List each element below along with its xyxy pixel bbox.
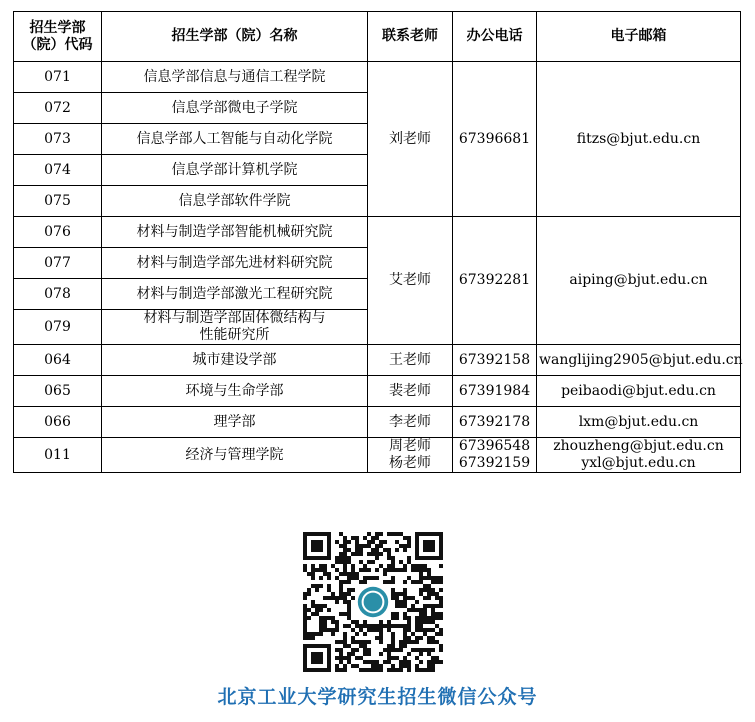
- cell-name: 经济与管理学院: [102, 438, 368, 473]
- cell-name: 信息学部软件学院: [102, 186, 368, 217]
- cell-code: 065: [14, 376, 102, 407]
- cell-teacher: 李老师: [368, 407, 453, 438]
- table-header-row: [14, 12, 741, 62]
- table-row: [14, 345, 741, 376]
- qr-code-icon: [303, 532, 443, 672]
- header-code: [14, 12, 102, 62]
- cell-code: 075: [14, 186, 102, 217]
- header-name: 招生学部（院）名称: [102, 12, 368, 62]
- qr-code: [303, 532, 443, 672]
- cell-email: wanglijing2905@bjut.edu.cn: [537, 345, 741, 376]
- cell-name: 材料与制造学部先进材料研究院: [102, 248, 368, 279]
- cell-name: 城市建设学部: [102, 345, 368, 376]
- cell-phone: 67391984: [453, 376, 537, 407]
- cell-email: peibaodi@bjut.edu.cn: [537, 376, 741, 407]
- cell-name: 理学部: [102, 407, 368, 438]
- cell-phone: 67392158: [453, 345, 537, 376]
- header-code-line1: 招生学部: [29, 19, 86, 36]
- cell-teacher: 艾老师: [368, 217, 453, 345]
- table-row: [14, 407, 741, 438]
- cell-phone: 67392281: [453, 217, 537, 345]
- cell-email: aiping@bjut.edu.cn: [537, 217, 741, 345]
- cell-phone: 67396548 67392159: [453, 438, 537, 473]
- cell-name: 信息学部计算机学院: [102, 155, 368, 186]
- cell-code: 078: [14, 279, 102, 310]
- cell-code: 073: [14, 124, 102, 155]
- cell-email: fitzs@bjut.edu.cn: [537, 62, 741, 217]
- cell-code: 077: [14, 248, 102, 279]
- table-row: [14, 438, 741, 473]
- cell-teacher: 裴老师: [368, 376, 453, 407]
- cell-code: 071: [14, 62, 102, 93]
- header-teacher: 联系老师: [368, 12, 453, 62]
- table-body: [14, 62, 741, 473]
- cell-teacher: 周老师 杨老师: [368, 438, 453, 473]
- cell-phone: 67396681: [453, 62, 537, 217]
- table-row: [14, 62, 741, 93]
- cell-name: 材料与制造学部智能机械研究院: [102, 217, 368, 248]
- cell-name: 信息学部人工智能与自动化学院: [102, 124, 368, 155]
- cell-code: 064: [14, 345, 102, 376]
- contacts-table: [13, 11, 741, 473]
- table-row: [14, 376, 741, 407]
- header-code-line2: （院）代码: [22, 36, 93, 53]
- cell-name: 信息学部微电子学院: [102, 93, 368, 124]
- cell-code: 076: [14, 217, 102, 248]
- table-row: [14, 217, 741, 248]
- cell-code: 066: [14, 407, 102, 438]
- cell-teacher: 刘老师: [368, 62, 453, 217]
- cell-name: 环境与生命学部: [102, 376, 368, 407]
- header-email: 电子邮箱: [537, 12, 741, 62]
- cell-code: 079: [14, 310, 102, 345]
- cell-phone: 67392178: [453, 407, 537, 438]
- cell-code: 072: [14, 93, 102, 124]
- cell-name: 材料与制造学部激光工程研究院: [102, 279, 368, 310]
- cell-email: lxm@bjut.edu.cn: [537, 407, 741, 438]
- cell-code: 011: [14, 438, 102, 473]
- cell-code: 074: [14, 155, 102, 186]
- cell-name: 材料与制造学部固体微结构与 性能研究所: [102, 310, 368, 345]
- wechat-caption: 北京工业大学研究生招生微信公众号: [217, 686, 538, 708]
- cell-email: zhouzheng@bjut.edu.cn yxl@bjut.edu.cn: [537, 438, 741, 473]
- cell-teacher: 王老师: [368, 345, 453, 376]
- header-phone: 办公电话: [453, 12, 537, 62]
- cell-name: 信息学部信息与通信工程学院: [102, 62, 368, 93]
